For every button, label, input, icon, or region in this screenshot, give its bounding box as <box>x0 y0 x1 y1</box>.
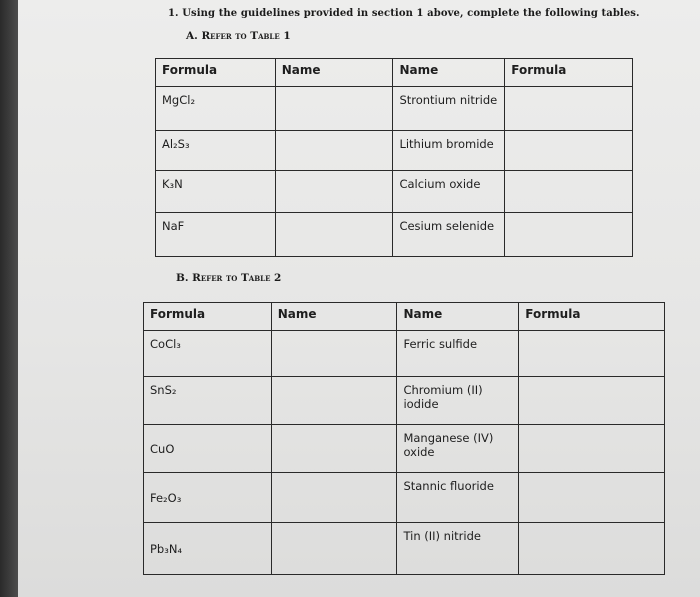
formula-cell: SnS₂ <box>144 377 272 425</box>
formula-cell: Pb₃N₄ <box>144 523 272 575</box>
table-a-header-formula: Formula <box>156 59 276 87</box>
name-answer-cell[interactable] <box>271 473 397 523</box>
table-row <box>156 213 633 257</box>
formula-answer-cell[interactable] <box>519 425 665 473</box>
table-b <box>143 302 665 575</box>
table-b-header-row <box>144 303 665 331</box>
formula-answer-cell[interactable] <box>505 87 633 131</box>
name-cell: Manganese (IV) oxide <box>397 425 519 473</box>
table-b-header-formula: Formula <box>144 303 272 331</box>
name-answer-cell[interactable] <box>271 331 397 377</box>
formula-cell: CuO <box>144 425 272 473</box>
name-answer-cell[interactable] <box>271 377 397 425</box>
table-a-header-name: Name <box>275 59 393 87</box>
table-b-header-name-2: Name <box>397 303 519 331</box>
table-row <box>144 473 665 523</box>
table-row <box>144 377 665 425</box>
formula-answer-cell[interactable] <box>519 523 665 575</box>
worksheet-page <box>18 0 700 597</box>
instruction-heading: 1. Using the guidelines provided in section 1 above, complete the following tables. <box>168 8 640 19</box>
formula-cell: MgCl₂ <box>156 87 276 131</box>
table-row <box>156 87 633 131</box>
formula-answer-cell[interactable] <box>519 377 665 425</box>
table-row <box>156 171 633 213</box>
table-a-header-name-2: Name <box>393 59 505 87</box>
table-b-header-name: Name <box>271 303 397 331</box>
table-a-header-formula-2: Formula <box>505 59 633 87</box>
table-a-header-row <box>156 59 633 87</box>
name-cell: Strontium nitride <box>393 87 505 131</box>
formula-cell: K₃N <box>156 171 276 213</box>
table-row <box>144 425 665 473</box>
table-row <box>144 523 665 575</box>
formula-answer-cell[interactable] <box>505 171 633 213</box>
section-a-label: A. Refer to Table 1 <box>186 30 291 42</box>
name-cell: Tin (II) nitride <box>397 523 519 575</box>
name-answer-cell[interactable] <box>275 213 393 257</box>
table-b-header-formula-2: Formula <box>519 303 665 331</box>
name-cell: Stannic fluoride <box>397 473 519 523</box>
name-cell: Chromium (II) iodide <box>397 377 519 425</box>
table-a <box>155 58 633 257</box>
section-b-label: B. Refer to Table 2 <box>176 272 282 284</box>
name-answer-cell[interactable] <box>271 425 397 473</box>
name-cell: Calcium oxide <box>393 171 505 213</box>
table-row <box>156 131 633 171</box>
name-cell: Ferric sulfide <box>397 331 519 377</box>
formula-cell: Al₂S₃ <box>156 131 276 171</box>
formula-answer-cell[interactable] <box>505 131 633 171</box>
formula-cell: NaF <box>156 213 276 257</box>
name-cell: Lithium bromide <box>393 131 505 171</box>
name-answer-cell[interactable] <box>275 87 393 131</box>
name-answer-cell[interactable] <box>275 131 393 171</box>
formula-answer-cell[interactable] <box>519 473 665 523</box>
formula-cell: CoCl₃ <box>144 331 272 377</box>
name-answer-cell[interactable] <box>275 171 393 213</box>
table-row <box>144 331 665 377</box>
name-cell: Cesium selenide <box>393 213 505 257</box>
formula-answer-cell[interactable] <box>519 331 665 377</box>
formula-answer-cell[interactable] <box>505 213 633 257</box>
formula-cell: Fe₂O₃ <box>144 473 272 523</box>
name-answer-cell[interactable] <box>271 523 397 575</box>
